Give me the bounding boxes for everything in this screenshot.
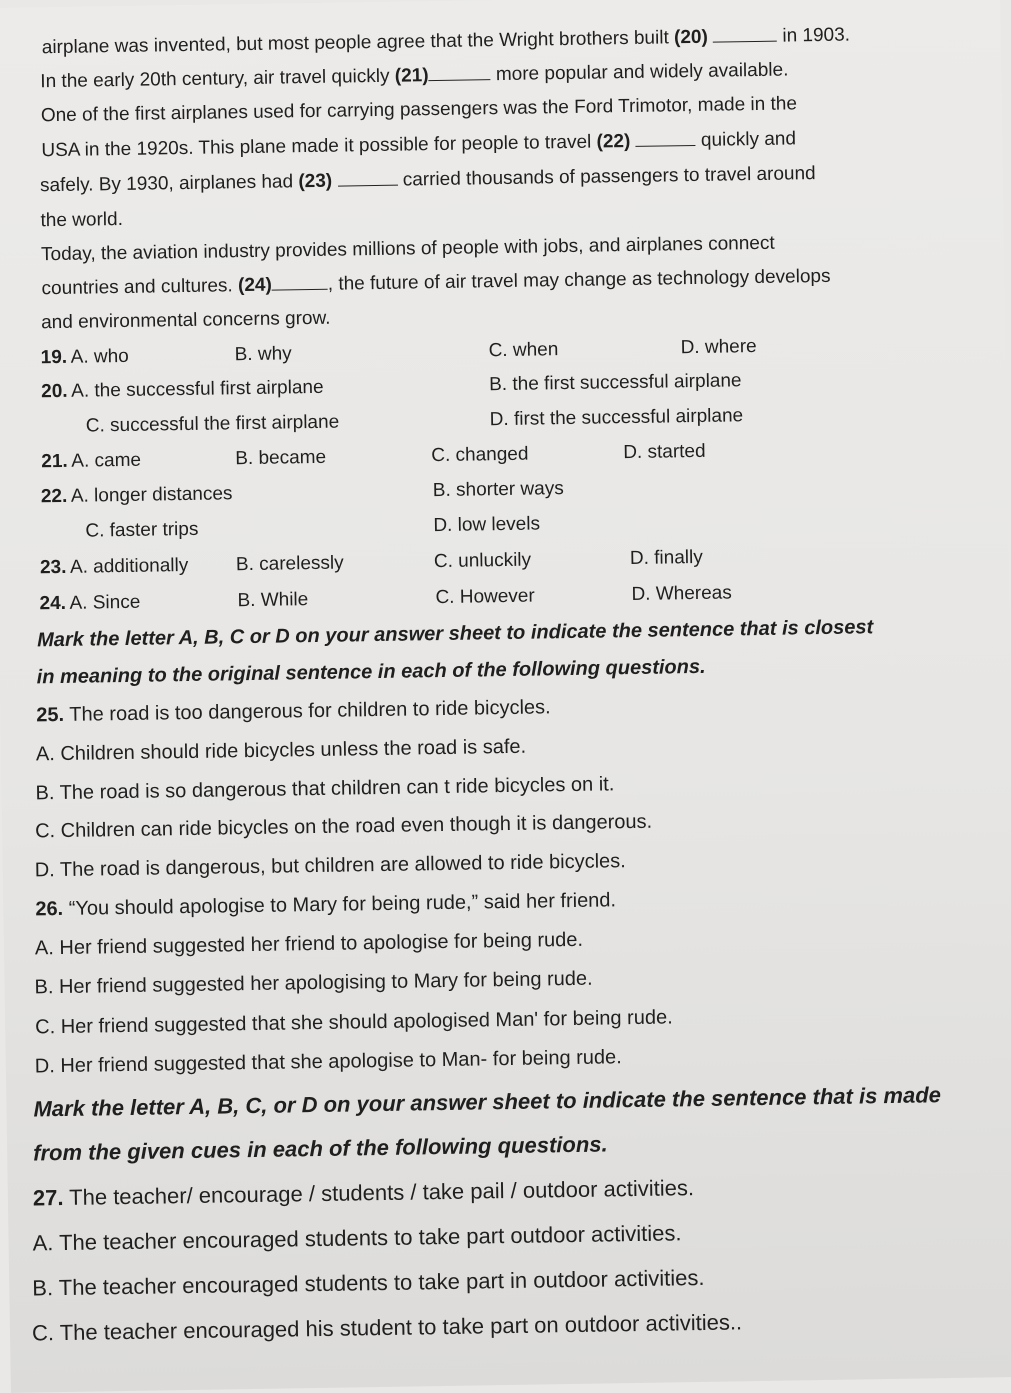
option-d[interactable]: D. first the successful airplane bbox=[489, 405, 744, 431]
question-number: 24. bbox=[39, 592, 67, 615]
passage-line-8 bbox=[41, 266, 830, 300]
blank-number-24: (24) bbox=[237, 274, 272, 297]
option-d[interactable]: D. finally bbox=[629, 546, 703, 570]
question-text: The road is too dangerous for children to ride bicycles. bbox=[69, 696, 551, 726]
passage-text: USA in the 1920s. This plane made it possible for people to travel bbox=[41, 131, 592, 162]
blank-21 bbox=[428, 65, 490, 81]
passage-line-7 bbox=[41, 233, 775, 267]
question-27-stem bbox=[33, 1175, 695, 1211]
section-instruction: from the given cues in each of the following questions. bbox=[32, 1131, 608, 1166]
passage-text: quickly and bbox=[700, 128, 797, 151]
option-c[interactable]: C. changed bbox=[431, 443, 529, 467]
question-20 bbox=[41, 367, 941, 407]
passage-text: the world. bbox=[40, 208, 124, 232]
passage-line-2 bbox=[40, 59, 788, 93]
option-b[interactable]: B. the first successful airplane bbox=[488, 370, 742, 396]
q25-option-c[interactable]: C. Children can ride bicycles on the road even though it is dangerous. bbox=[34, 810, 653, 843]
option-c[interactable]: C. unluckily bbox=[433, 549, 532, 573]
option-b[interactable]: B. While bbox=[237, 589, 309, 612]
passage-text: carried thousands of passengers to travel around bbox=[402, 163, 816, 191]
question-23 bbox=[40, 543, 940, 583]
question-19 bbox=[41, 333, 941, 373]
passage-text: In the early 20th century, air travel quickly bbox=[40, 65, 390, 93]
question-number: 21. bbox=[41, 450, 68, 473]
question-26-stem bbox=[35, 889, 616, 921]
option-b[interactable]: B. carelessly bbox=[235, 552, 344, 576]
passage-line-9 bbox=[41, 308, 331, 335]
q26-option-c[interactable]: C. Her friend suggested that she should apologised Man' for being rude. bbox=[35, 1006, 673, 1039]
q25-option-d[interactable]: D. The road is dangerous, but children are allowed to ride bicycles. bbox=[34, 850, 626, 882]
q25-option-b[interactable]: B. The road is so dangerous that children can t ride bicycles on it. bbox=[35, 773, 615, 805]
passage-text: and environmental concerns grow. bbox=[40, 307, 331, 334]
blank-22 bbox=[636, 131, 696, 147]
question-22 bbox=[41, 472, 941, 512]
blank-number-21: (21) bbox=[394, 65, 429, 87]
q25-option-a[interactable]: A. Children should ride bicycles unless the road is safe. bbox=[35, 735, 527, 766]
option-b[interactable]: B. shorter ways bbox=[432, 478, 564, 502]
q27-option-a[interactable]: A. The teacher encouraged students to take part outdoor activities. bbox=[32, 1220, 682, 1256]
passage-text: in 1903. bbox=[782, 24, 851, 47]
passage-text: One of the first airplanes used for carrying passengers was the Ford Trimotor, made in the bbox=[40, 93, 798, 127]
option-c[interactable]: C. However bbox=[435, 585, 535, 609]
question-number: 19. bbox=[40, 346, 68, 369]
q26-option-b[interactable]: B. Her friend suggested her apologising to Mary for being rude. bbox=[34, 967, 593, 999]
question-25-stem bbox=[36, 696, 551, 727]
option-a[interactable]: A. Since bbox=[69, 591, 141, 614]
option-a[interactable]: A. longer distances bbox=[70, 483, 233, 507]
question-number: 26. bbox=[35, 897, 64, 921]
question-21 bbox=[41, 437, 941, 477]
option-c[interactable]: C. when bbox=[488, 339, 559, 362]
option-d[interactable]: D. low levels bbox=[433, 513, 541, 537]
passage-line-6 bbox=[40, 209, 123, 232]
question-22-cd bbox=[41, 507, 941, 547]
q27-option-b[interactable]: B. The teacher encouraged students to take part in outdoor activities. bbox=[32, 1264, 705, 1301]
option-d[interactable]: D. Whereas bbox=[631, 582, 732, 606]
passage-text: more popular and widely available. bbox=[495, 59, 789, 86]
option-a[interactable]: A. the successful first airplane bbox=[71, 376, 324, 402]
blank-23 bbox=[337, 171, 397, 187]
passage-text: countries and cultures. bbox=[41, 275, 233, 300]
section-instruction: Mark the letter A, B, C, or D on your answer sheet to indicate the sentence that is made bbox=[33, 1082, 942, 1122]
passage-line-5 bbox=[40, 163, 816, 197]
passage-text: , the future of air travel may change as technology develops bbox=[327, 265, 831, 295]
option-a[interactable]: A. came bbox=[71, 449, 142, 472]
blank-number-20: (20) bbox=[673, 26, 709, 49]
question-20-cd bbox=[42, 402, 942, 442]
question-text: “You should apologise to Mary for being rude,” said her friend. bbox=[68, 889, 617, 920]
passage-text: airplane was invented, but most people agree that the Wright brothers built bbox=[41, 27, 669, 59]
passage-line-4 bbox=[41, 128, 796, 162]
question-number: 22. bbox=[40, 485, 68, 508]
passage-text: Today, the aviation industry provides millions of people with jobs, and airplanes connect bbox=[40, 232, 775, 266]
blank-number-22: (22) bbox=[596, 130, 631, 153]
option-c[interactable]: C. faster trips bbox=[85, 518, 199, 542]
q27-option-c[interactable]: C. The teacher encouraged his student to take part on outdoor activities.. bbox=[31, 1309, 743, 1346]
option-d[interactable]: D. started bbox=[623, 440, 706, 464]
option-b[interactable]: B. why bbox=[234, 343, 292, 366]
q26-option-a[interactable]: A. Her friend suggested her friend to apologise for being rude. bbox=[34, 928, 584, 960]
section-instruction: Mark the letter A, B, C or D on your answer sheet to indicate the sentence that is closest bbox=[36, 616, 874, 652]
option-a[interactable]: A. who bbox=[70, 345, 129, 368]
passage-line-1 bbox=[42, 25, 851, 60]
passage-line-3 bbox=[41, 93, 797, 127]
option-c[interactable]: C. successful the first airplane bbox=[85, 411, 340, 437]
question-number: 27. bbox=[32, 1185, 64, 1211]
section-instruction: in meaning to the original sentence in each of the following questions. bbox=[36, 655, 706, 689]
blank-20 bbox=[713, 27, 777, 43]
question-24 bbox=[39, 579, 939, 619]
question-number: 23. bbox=[39, 556, 67, 579]
option-a[interactable]: A. additionally bbox=[69, 554, 189, 578]
passage-text: safely. By 1930, airplanes had bbox=[39, 171, 294, 197]
q26-option-d[interactable]: D. Her friend suggested that she apologise to Man‑ for being rude. bbox=[34, 1046, 622, 1078]
option-d[interactable]: D. where bbox=[680, 336, 757, 359]
blank-number-23: (23) bbox=[298, 170, 333, 193]
option-b[interactable]: B. became bbox=[235, 446, 327, 470]
blank-24 bbox=[272, 275, 328, 291]
question-number: 20. bbox=[41, 380, 68, 403]
question-text: The teacher/ encourage / students / take pail / outdoor activities. bbox=[68, 1175, 695, 1210]
question-number: 25. bbox=[36, 703, 65, 727]
